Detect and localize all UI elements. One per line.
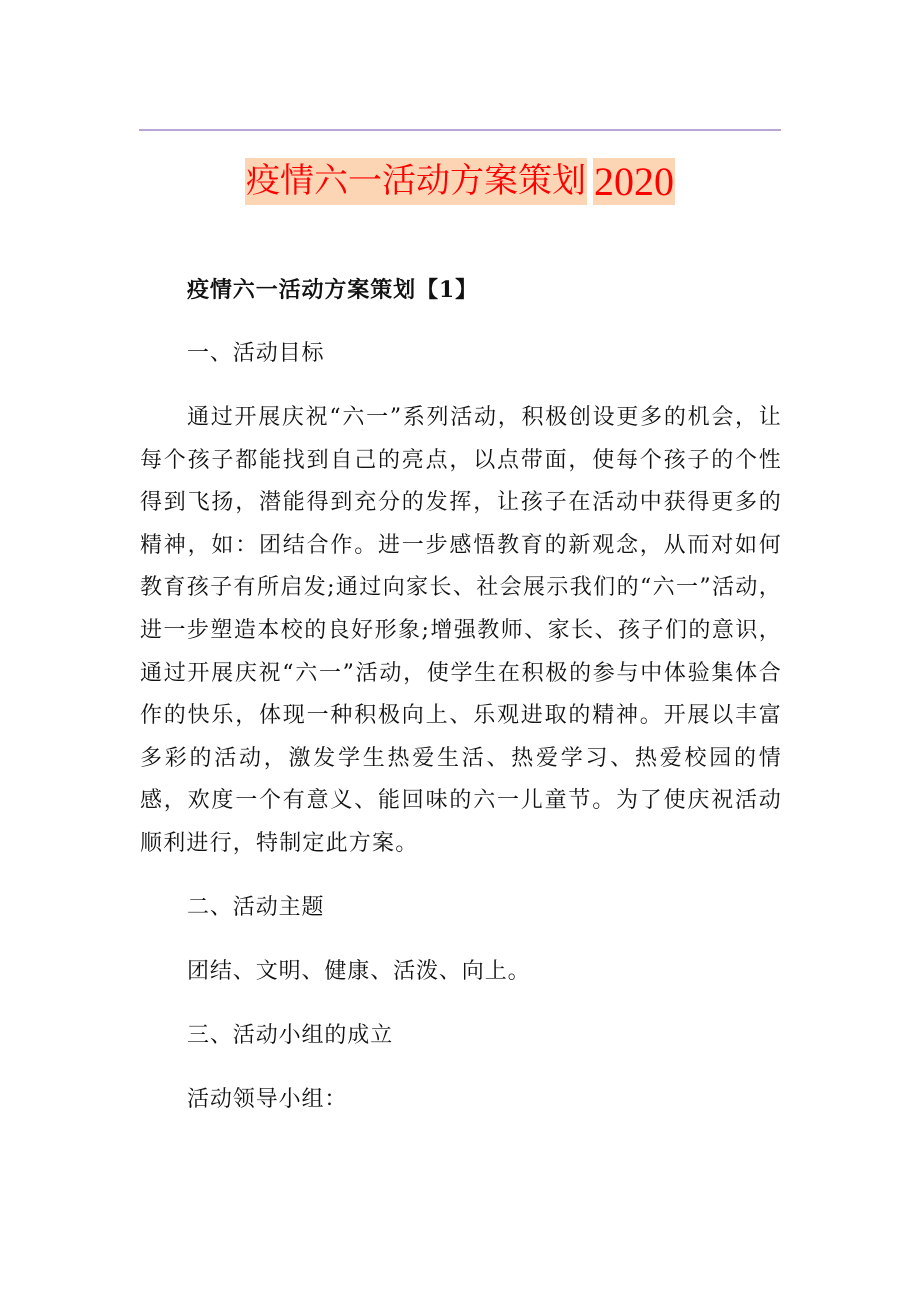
leadership-group-label: 活动领导小组： [187,1086,348,1112]
subheading-goals: 一、活动目标 [187,340,325,366]
section-heading: 疫情六一活动方案策划【1】 [187,277,479,303]
document-title [0,158,920,205]
document-body [140,269,782,1143]
subheading-groups: 三、活动小组的成立 [187,1022,394,1048]
title-text: 疫情六一活动方案策划 [245,158,587,205]
theme-text: 团结、文明、健康、活泼、向上。 [187,958,531,984]
paragraph-goals: 通过开展庆祝“六一”系列活动，积极创设更多的机会，让每个孩子都能找到自己的亮点，以点带面，使每个孩子的个性得到飞扬，潜能得到充分的发挥，让孩子在活动中获得更多的精神，如：团结合作。进一步感悟教育的新观念，从而对如何教育孩子有所启发;通过向家长、社会展示我们的“六一”活动，进一步塑造本校的良好形象;增强教师、家长、孩子们的意识，通过开展庆祝“六一”活动，使学生在积极的参与中体验集体合作的快乐，体现一种积极向上、乐观进取的精神。开展以丰富多彩的活动，激发学生热爱生活、热爱学习、热爱校园的情感，欢度一个有意义、能回味的六一儿童节。为了使庆祝活动顺利进行，特制定此方案。 [140,404,782,856]
title-year: 2020 [594,159,674,204]
subheading-theme: 二、活动主题 [187,894,325,920]
header-rule [139,129,781,131]
